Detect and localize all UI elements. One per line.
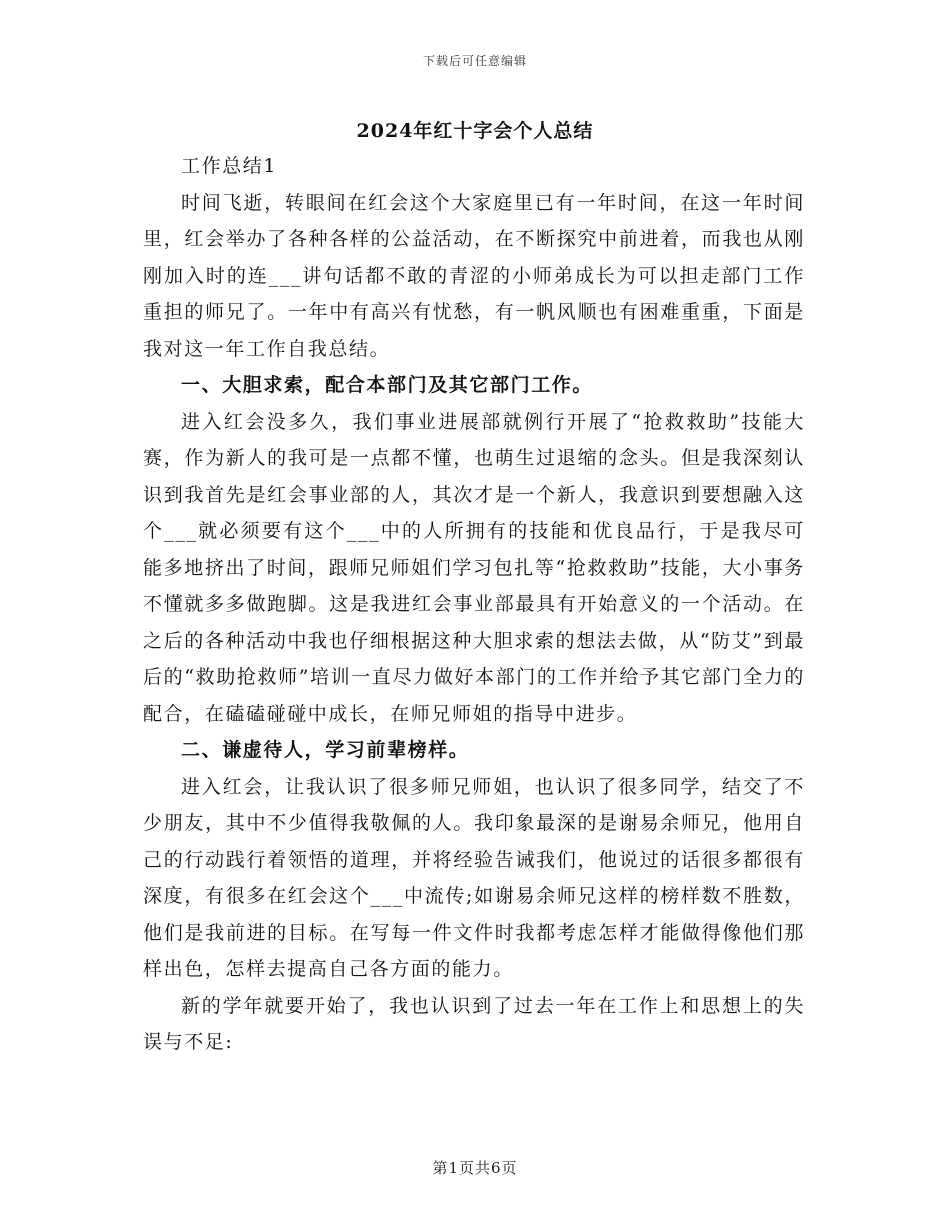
paragraph: 新的学年就要开始了，我也认识到了过去一年在工作上和思想上的失误与不足: xyxy=(143,994,805,1053)
section-heading: 二、谦虚待人，学习前辈榜样。 xyxy=(181,739,470,761)
document-body xyxy=(143,148,805,1061)
page-header-note: 下载后可任意编辑 xyxy=(422,54,527,68)
paragraph: 进入红会，让我认识了很多师兄师姐，也认识了很多同学，结交了不少朋友，其中不少值得我敬佩的人。我印象最深的是谢易余师兄，他用自己的行动践行着领悟的道理，并将经验告诫我们，他说过的话很多都很有深度，有很多在红会这个___中流传;如谢易余师兄这样的榜样数不胜数，他们是我前进的目标。在写每一件文件时我都考虑怎样才能做得像他们那样出色，怎样去提高自己各方面的能力。 xyxy=(143,775,805,980)
page-number: 第1页共6页 xyxy=(432,1159,518,1177)
paragraph: 时间飞逝，转眼间在红会这个大家庭里已有一年时间，在这一年时间里，红会举办了各种各样的公益活动，在不断探究中前进着，而我也从刚刚加入时的连___讲句话都不敢的青涩的小师弟成长为可以担走部门工作重担的师兄了。一年中有高兴有忧愁，有一帆风顺也有困难重重，下面是我对这一年工作自我总结。 xyxy=(143,191,805,360)
document-title: 2024年红十字会个人总结 xyxy=(356,120,594,142)
paragraph: 进入红会没多久，我们事业进展部就例行开展了“抢救救助”技能大赛，作为新人的我可是一点都不懂，也萌生过退缩的念头。但是我深刻认识到我首先是红会事业部的人，其次才是一个新人，我意识到要想融入这个___就必须要有这个___中的人所拥有的技能和优良品行，于是我尽可能多地挤出了时间，跟师兄师姐们学习包扎等“抢救救助”技能，大小事务不懂就多多做跑脚。这是我进红会事业部最具有开始意义的一个活动。在之后的各种活动中我也仔细根据这种大胆求索的想法去做，从“防艾”到最后的“救助抢救师”培训一直尽力做好本部门的工作并给予其它部门全力的配合，在磕磕碰碰中成长，在师兄师姐的指导中进步。 xyxy=(143,410,805,725)
section-heading: 一、大胆求索，配合本部门及其它部门工作。 xyxy=(181,374,594,396)
section-label: 工作总结1 xyxy=(181,155,278,177)
